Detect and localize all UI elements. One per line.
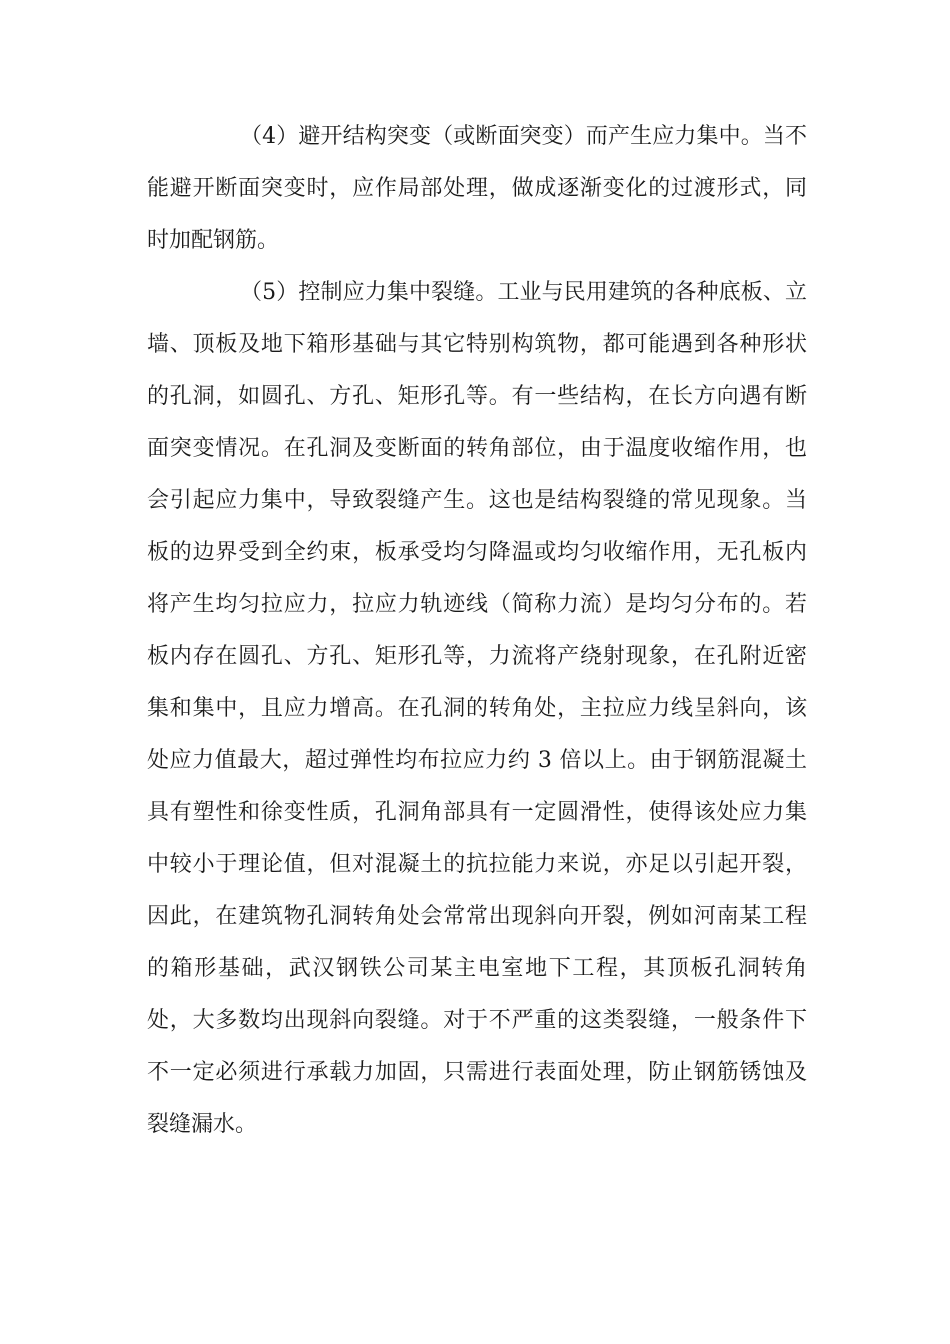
paragraph-1-line-2: 能避开断面突变时，应作局部处理，做成逐渐变化的过渡形式，同: [147, 176, 807, 201]
paragraph-2-line-17: 裂缝漏水。: [147, 1112, 258, 1137]
paragraph-2-line-7: 将产生均匀拉应力，拉应力轨迹线（简称力流）是均匀分布的。若: [147, 592, 807, 617]
paragraph-1-line-1: （4）避开结构突变（或断面突变）而产生应力集中。当不: [240, 124, 807, 149]
paragraph-2-line-14: 的箱形基础，武汉钢铁公司某主电室地下工程，其顶板孔洞转角: [147, 956, 807, 981]
paragraph-2-line-6: 板的边界受到全约束，板承受均匀降温或均匀收缩作用，无孔板内: [147, 540, 807, 565]
paragraph-2-line-5: 会引起应力集中，导致裂缝产生。这也是结构裂缝的常见现象。当: [147, 488, 807, 513]
paragraph-1-line-3: 时加配钢筋。: [147, 228, 280, 253]
paragraph-2-line-11: 具有塑性和徐变性质，孔洞角部具有一定圆滑性，使得该处应力集: [147, 800, 807, 825]
paragraph-2-line-9: 集和集中，且应力增高。在孔洞的转角处，主拉应力线呈斜向，该: [147, 696, 807, 721]
paragraph-2-line-10: 处应力值最大，超过弹性均布拉应力约 3 倍以上。由于钢筋混凝土: [147, 748, 807, 773]
paragraph-2-line-3: 的孔洞，如圆孔、方孔、矩形孔等。有一些结构，在长方向遇有断: [147, 384, 807, 409]
paragraph-2-line-8: 板内存在圆孔、方孔、矩形孔等，力流将产绕射现象，在孔附近密: [147, 644, 807, 669]
paragraph-2-line-4: 面突变情况。在孔洞及变断面的转角部位，由于温度收缩作用，也: [147, 436, 807, 461]
paragraph-2-line-2: 墙、顶板及地下箱形基础与其它特别构筑物，都可能遇到各种形状: [147, 332, 807, 357]
paragraph-2-line-13: 因此，在建筑物孔洞转角处会常常出现斜向开裂，例如河南某工程: [147, 904, 807, 929]
paragraph-2-line-1: （5）控制应力集中裂缝。工业与民用建筑的各种底板、立: [240, 280, 807, 305]
paragraph-2-line-15: 处，大多数均出现斜向裂缝。对于不严重的这类裂缝，一般条件下: [147, 1008, 807, 1033]
paragraph-2-line-16: 不一定必须进行承载力加固，只需进行表面处理，防止钢筋锈蚀及: [147, 1060, 807, 1085]
paragraph-2-line-12: 中较小于理论值，但对混凝土的抗拉能力来说，亦足以引起开裂，: [147, 852, 807, 877]
